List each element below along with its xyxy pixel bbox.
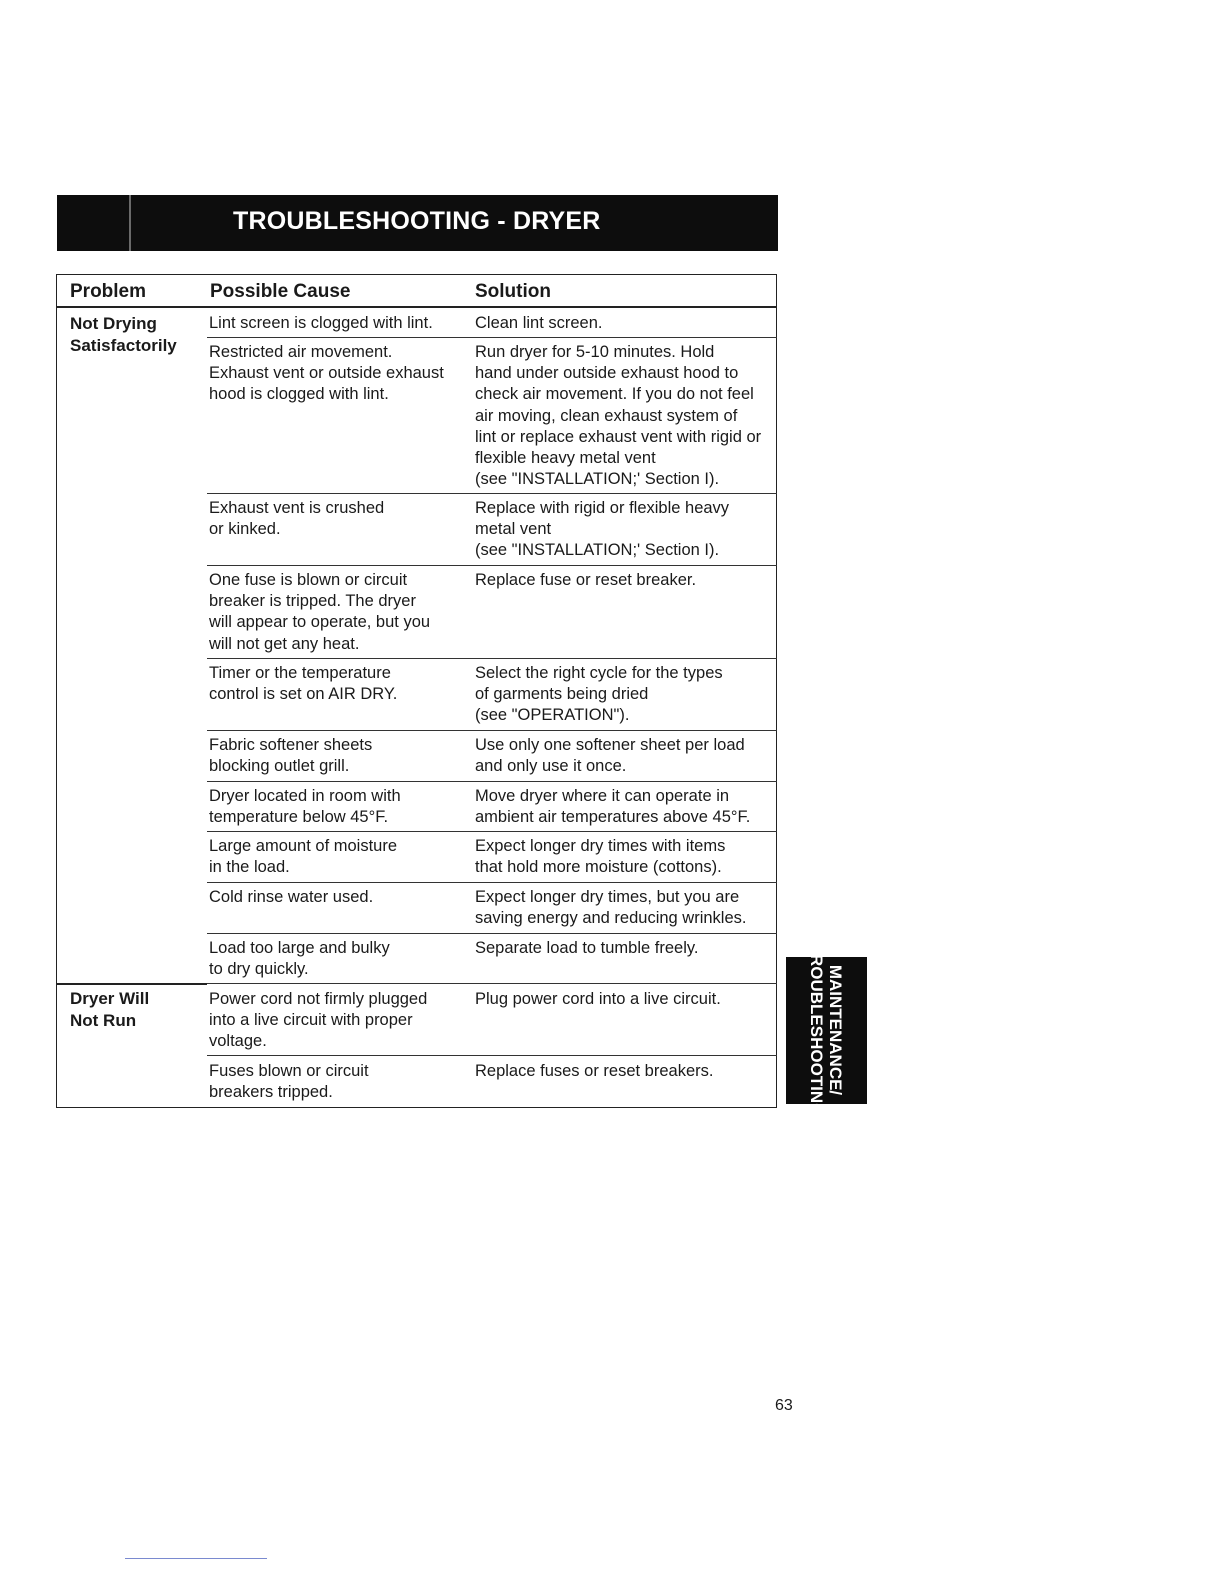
- problem-dryer-will-not-run: Dryer Will Not Run: [70, 989, 150, 1030]
- solution-cell: Replace fuse or reset breaker.: [475, 571, 697, 589]
- row-divider: [207, 337, 777, 338]
- group-divider: [57, 983, 207, 985]
- row-divider: [207, 882, 777, 883]
- solution-cell: Select the right cycle for the types of garments being dried (see "OPERATION").: [475, 664, 723, 725]
- side-tab-label: MAINTENANCE/ TROUBLESHOOTING: [807, 943, 845, 1117]
- solution-cell: Expect longer dry times with items that hold more moisture (cottons).: [475, 837, 726, 877]
- cause-cell: One fuse is blown or circuit breaker is tripped. The dryer will appear to operate, but you will not get any heat.: [209, 571, 431, 653]
- row-divider: [207, 658, 777, 659]
- row-divider: [207, 933, 777, 934]
- row-divider: [207, 831, 777, 832]
- row-divider: [207, 781, 777, 782]
- cause-cell: Lint screen is clogged with lint.: [209, 314, 433, 332]
- solution-cell: Move dryer where it can operate in ambient air temperatures above 45°F.: [475, 787, 751, 827]
- section-banner: [57, 195, 778, 251]
- problem-not-drying: Not Drying Satisfactorily: [70, 314, 177, 355]
- header-problem: Problem: [70, 281, 147, 302]
- header-divider: [57, 306, 777, 308]
- cause-cell: Large amount of moisture in the load.: [209, 837, 398, 877]
- cause-cell: Dryer located in room with temperature below 45°F.: [209, 787, 401, 827]
- cause-cell: Power cord not firmly plugged into a live circuit with proper voltage.: [209, 990, 428, 1051]
- solution-cell: Separate load to tumble freely.: [475, 939, 699, 957]
- solution-cell: Replace fuses or reset breakers.: [475, 1062, 714, 1080]
- row-divider: [207, 1055, 777, 1056]
- cause-cell: Fuses blown or circuit breakers tripped.: [209, 1062, 369, 1102]
- solution-cell: Expect longer dry times, but you are saving energy and reducing wrinkles.: [475, 888, 747, 928]
- row-divider: [207, 565, 777, 566]
- cause-cell: Load too large and bulky to dry quickly.: [209, 939, 390, 979]
- footer-line: [125, 1558, 267, 1559]
- cause-cell: Timer or the temperature control is set on AIR DRY.: [209, 664, 398, 704]
- header-possible-cause: Possible Cause: [210, 281, 351, 302]
- banner-divider: [129, 195, 131, 251]
- solution-cell: Clean lint screen.: [475, 314, 603, 332]
- page-title: TROUBLESHOOTING - DRYER: [233, 207, 601, 235]
- row-divider: [207, 730, 777, 731]
- solution-cell: Run dryer for 5-10 minutes. Hold hand under outside exhaust hood to check air movement. If you do not feel air moving, clean exhaust system of lint or replace exhaust vent with rigid or flexible heavy metal vent (see "INSTALLATION;' Section I).: [475, 343, 762, 489]
- solution-cell: Replace with rigid or flexible heavy metal vent (see "INSTALLATION;' Section I).: [475, 499, 730, 560]
- row-divider: [207, 983, 777, 984]
- cause-cell: Fabric softener sheets blocking outlet grill.: [209, 736, 373, 776]
- solution-cell: Plug power cord into a live circuit.: [475, 990, 721, 1008]
- page-number: 63: [775, 1397, 793, 1414]
- cause-cell: Cold rinse water used.: [209, 888, 374, 906]
- cause-cell: Restricted air movement. Exhaust vent or outside exhaust hood is clogged with lint.: [209, 343, 444, 404]
- cause-cell: Exhaust vent is crushed or kinked.: [209, 499, 385, 539]
- section-side-tab: [786, 943, 867, 1117]
- row-divider: [207, 493, 777, 494]
- solution-cell: Use only one softener sheet per load and only use it once.: [475, 736, 745, 776]
- header-solution: Solution: [475, 281, 551, 302]
